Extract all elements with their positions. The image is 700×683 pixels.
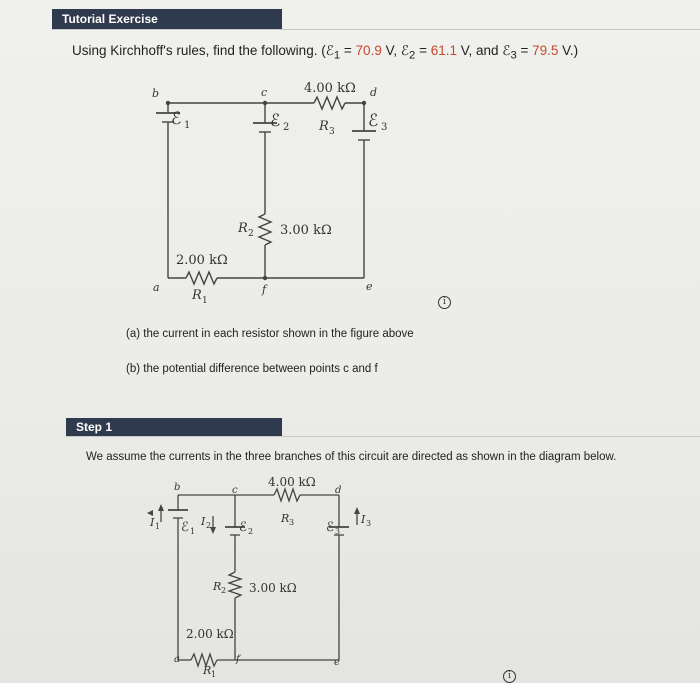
emf3-symbol-2: ℰ <box>326 520 334 535</box>
emf1-symbol-2: ℰ <box>181 520 189 535</box>
node2-label-f: f <box>236 654 240 665</box>
emf1-value: 70.9 <box>355 43 382 58</box>
r1-subscript-2: 1 <box>211 670 217 679</box>
r3-subscript: 3 <box>329 127 335 137</box>
step-title: Step 1 <box>76 420 113 434</box>
r2-subscript-2: 2 <box>221 586 227 595</box>
step-1-text: We assume the currents in the three branches of this circuit are directed as shown in the diagram below. <box>86 451 617 463</box>
node2-label-d: d <box>335 485 342 496</box>
step-divider <box>66 436 700 437</box>
node-label-e: e <box>366 280 373 293</box>
emf2-symbol-2: ℰ <box>239 520 247 535</box>
emf2-symbol: ℰ <box>270 111 281 131</box>
node2-label-e: e <box>334 657 340 668</box>
r1-label: R <box>192 288 202 303</box>
r3-label: R <box>319 119 329 134</box>
node-label-a: a <box>153 281 160 294</box>
node-b-dot <box>166 101 170 105</box>
part-a-text: (a) the current in each resistor shown in the figure above <box>126 328 414 340</box>
info-icon-bottom[interactable]: i <box>503 670 516 683</box>
node-c-dot <box>263 101 267 105</box>
node2-label-a: a <box>174 654 180 665</box>
r3-subscript-2: 3 <box>289 518 295 527</box>
r2-value-label: 3.00 kΩ <box>280 223 332 238</box>
r1-value-label-2: 2.00 kΩ <box>186 627 234 641</box>
i1-subscript: 1 <box>155 522 161 531</box>
i2-label: I <box>201 515 206 528</box>
node-d-dot <box>362 101 366 105</box>
r1-subscript: 1 <box>202 296 208 306</box>
r2-subscript: 2 <box>248 229 254 239</box>
i1-label: I <box>150 516 155 529</box>
part-b-text: (b) the potential difference between points c and f <box>126 363 378 375</box>
step-1-banner <box>66 418 282 436</box>
circuit-diagram-with-currents <box>0 470 700 683</box>
emf1-symbol: ℰ <box>171 109 182 129</box>
question-text: Using Kirchhoff's rules, find the following. (ℰ$_1$ = 70.9 V, ℰ$_2$ = 61.1 V, and ℰ$_3$ = 79.5 V.) <box>72 43 579 62</box>
emf2-subscript-2: 2 <box>248 527 254 536</box>
r3-value-label: 4.00 kΩ <box>304 81 356 96</box>
r3-value-label-2: 4.00 kΩ <box>268 475 316 489</box>
r2-value-label-2: 3.00 kΩ <box>249 581 297 595</box>
r1-label-2: R <box>203 664 212 677</box>
info-icon[interactable]: i <box>438 296 451 309</box>
emf1-subscript-2: 1 <box>190 527 196 536</box>
banner-title: Tutorial Exercise <box>62 12 158 26</box>
node-label-f: f <box>262 283 267 296</box>
emf1-subscript: 1 <box>184 120 191 131</box>
emf3-symbol: ℰ <box>368 111 379 131</box>
emf3-subscript-2: 3 <box>335 527 341 536</box>
r2-label-2: R <box>213 580 222 593</box>
r3-label-2: R <box>281 512 290 525</box>
emf3-value: 79.5 <box>532 43 559 58</box>
circuit-diagram <box>0 0 700 320</box>
node-label-d: d <box>370 86 378 99</box>
node-label-b: b <box>152 87 160 100</box>
node2-label-c: c <box>232 485 238 496</box>
emf2-subscript: 2 <box>283 122 290 133</box>
r2-label: R <box>238 221 248 236</box>
emf3-subscript: 3 <box>381 122 388 133</box>
r1-value-label: 2.00 kΩ <box>176 253 228 268</box>
i3-label: I <box>361 513 366 526</box>
i3-subscript: 3 <box>366 519 372 528</box>
node-label-c: c <box>261 86 268 99</box>
emf2-value: 61.1 <box>430 43 457 58</box>
i2-subscript: 2 <box>206 521 212 530</box>
node2-label-b: b <box>174 482 181 493</box>
node-f-dot <box>263 276 267 280</box>
